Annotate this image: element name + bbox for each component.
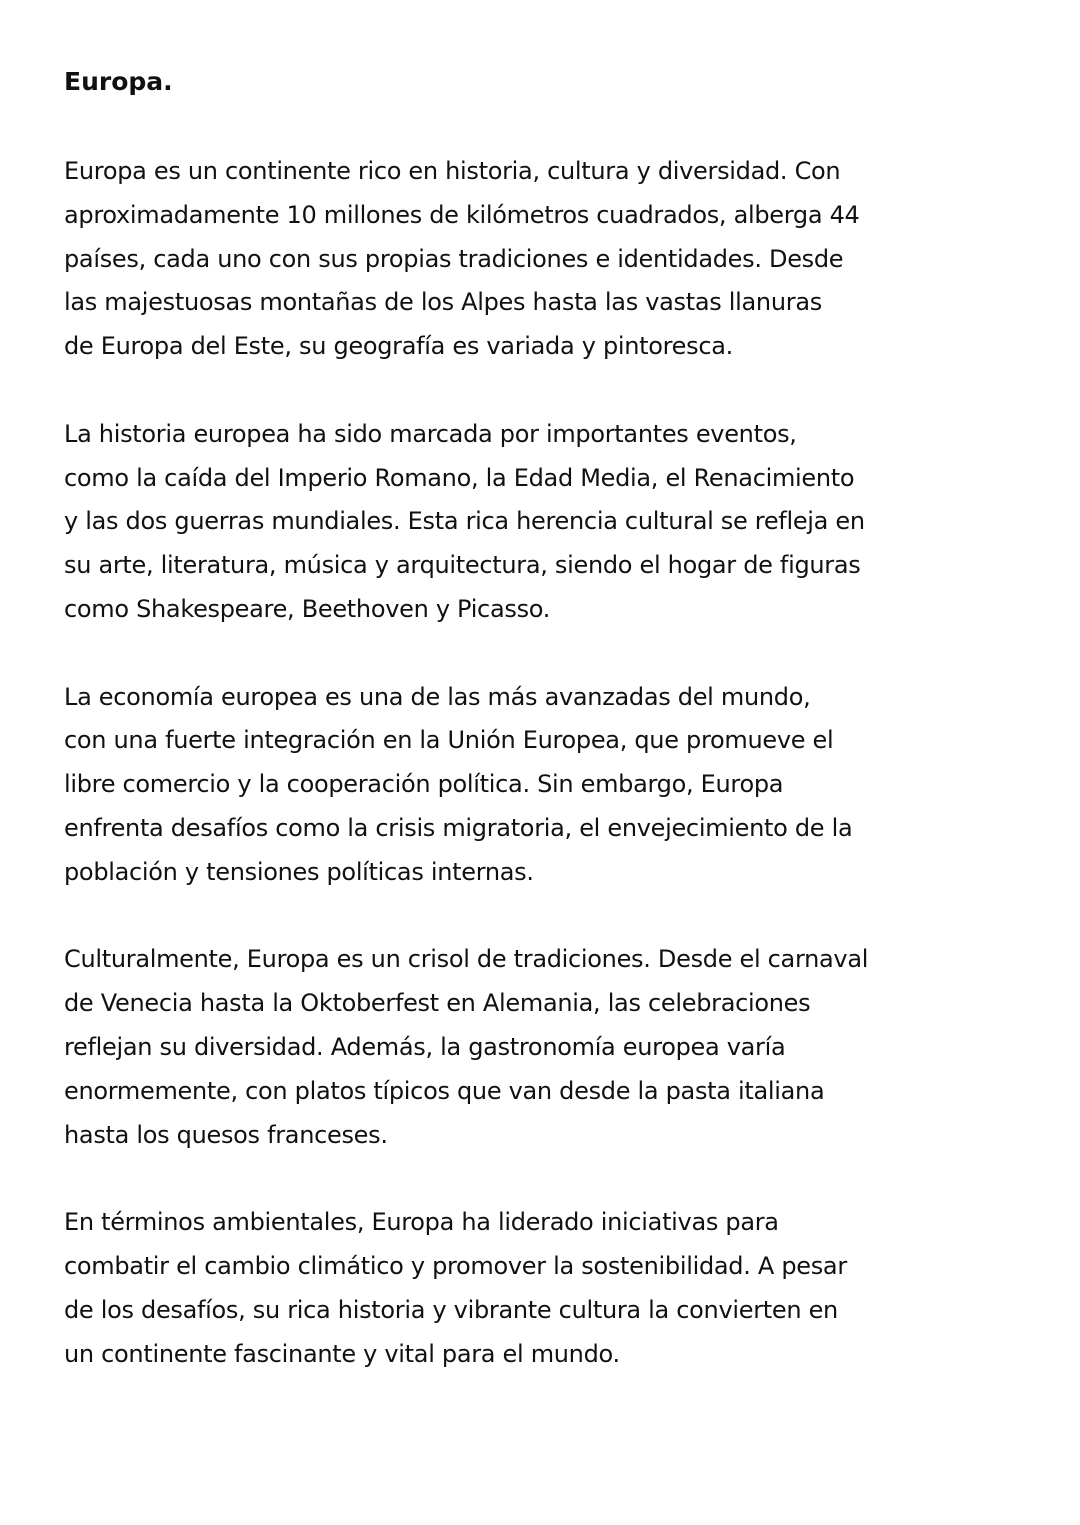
paragraph-culture: Culturalmente, Europa es un crisol de tradiciones. Desde el carnaval de Venecia hasta la Oktoberfest en Alemania, las celebraciones reflejan su diversidad. Además, la gastronomía europea varía enormemente, con platos típicos que van desde la pasta italiana hasta los quesos franceses. [64, 945, 869, 1149]
paragraph-geography: Europa es un continente rico en historia, cultura y diversidad. Con aproximadamente 10 millones de kilómetros cuadrados, alberga 44 países, cada uno con sus propias tradiciones e identidades. Desde las majestuosas montañas de los Alpes hasta las vastas llanuras de Europa del Este, su geografía es variada y pintoresca. [64, 157, 860, 361]
document-page [64, 62, 964, 1420]
paragraph-environment: En términos ambientales, Europa ha liderado iniciativas para combatir el cambio climático y promover la sostenibilidad. A pesar de los desafíos, su rica historia y vibrante cultura la convierten en un continente fascinante y vital para el mundo. [64, 1208, 847, 1368]
document-title: Europa. [64, 67, 173, 96]
paragraph-economy: La economía europea es una de las más avanzadas del mundo, con una fuerte integración en la Unión Europea, que promueve el libre comercio y la cooperación política. Sin embargo, Europa enfrenta desafíos como la crisis migratoria, el envejecimiento de la población y tensiones políticas internas. [64, 682, 853, 886]
paragraph-history: La historia europea ha sido marcada por importantes eventos, como la caída del Imperio Romano, la Edad Media, el Renacimiento y las dos guerras mundiales. Esta rica herencia cultural se refleja en su arte, literatura, música y arquitectura, siendo el hogar de figuras como Shakespeare, Beethoven y Picasso. [64, 419, 865, 623]
